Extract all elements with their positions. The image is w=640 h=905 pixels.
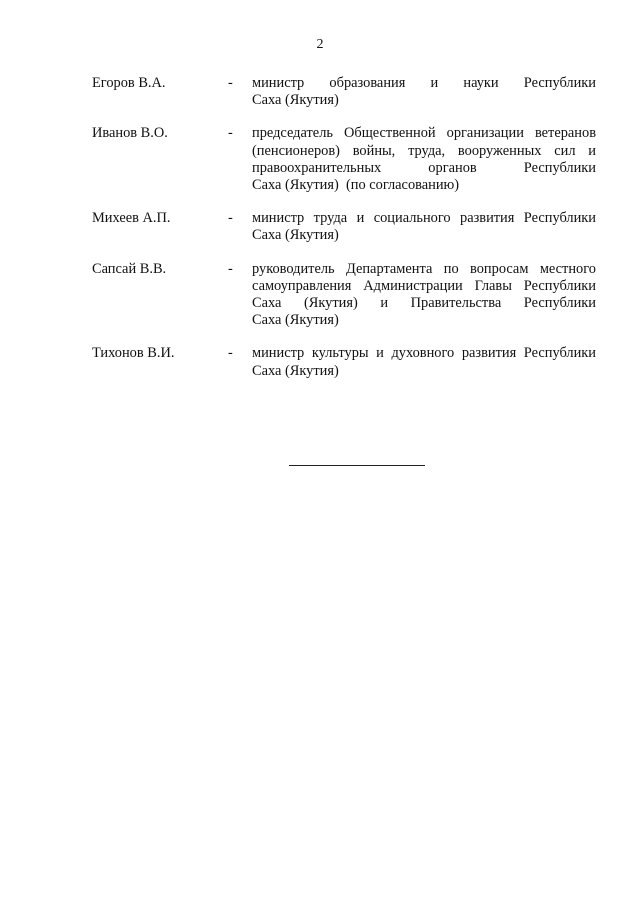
member-name: Михеев А.П.	[92, 210, 171, 227]
position-line: Саха (Якутия)	[252, 312, 339, 329]
position-line: министр культуры и духовного развития Республики	[252, 345, 596, 362]
end-divider-line	[289, 465, 425, 466]
position-line: Саха (Якутия)	[252, 92, 339, 109]
member-position	[252, 75, 596, 109]
page-number: 2	[316, 37, 324, 52]
list-item	[92, 261, 596, 330]
position-line: министр образования и науки Республики	[252, 75, 596, 91]
position-line: Саха (Якутия) и Правительства Республики	[252, 295, 596, 312]
member-position	[252, 125, 596, 194]
position-line: Саха (Якутия)	[252, 227, 339, 244]
list-item	[92, 345, 596, 379]
dash-separator: -	[228, 125, 233, 142]
list-item	[92, 125, 596, 194]
position-line: правоохранительных органов Республики	[252, 159, 596, 176]
member-position	[252, 261, 596, 330]
dash-separator: -	[228, 210, 233, 227]
position-line: министр труда и социального развития Республики	[252, 210, 596, 227]
member-name: Иванов В.О.	[92, 125, 168, 142]
position-line: самоуправления Администрации Главы Республики	[252, 277, 596, 294]
position-line: руководитель Департамента по вопросам местного	[252, 260, 596, 277]
position-line: Саха (Якутия)	[252, 362, 339, 379]
member-name: Сапсай В.В.	[92, 260, 167, 277]
position-line: (пенсионеров) войны, труда, вооруженных сил и	[252, 142, 596, 159]
position-line: Саха (Якутия) (по согласованию)	[252, 177, 460, 194]
dash-separator: -	[228, 345, 233, 362]
member-name: Егоров В.А.	[92, 75, 166, 91]
list-item	[92, 75, 596, 109]
member-list	[92, 75, 596, 396]
dash-separator: -	[228, 260, 233, 277]
position-line: председатель Общественной организации ветеранов	[252, 125, 596, 142]
member-position	[252, 210, 596, 244]
member-name: Тихонов В.И.	[92, 345, 175, 362]
member-position	[252, 345, 596, 379]
dash-separator: -	[228, 75, 233, 91]
list-item	[92, 210, 596, 244]
